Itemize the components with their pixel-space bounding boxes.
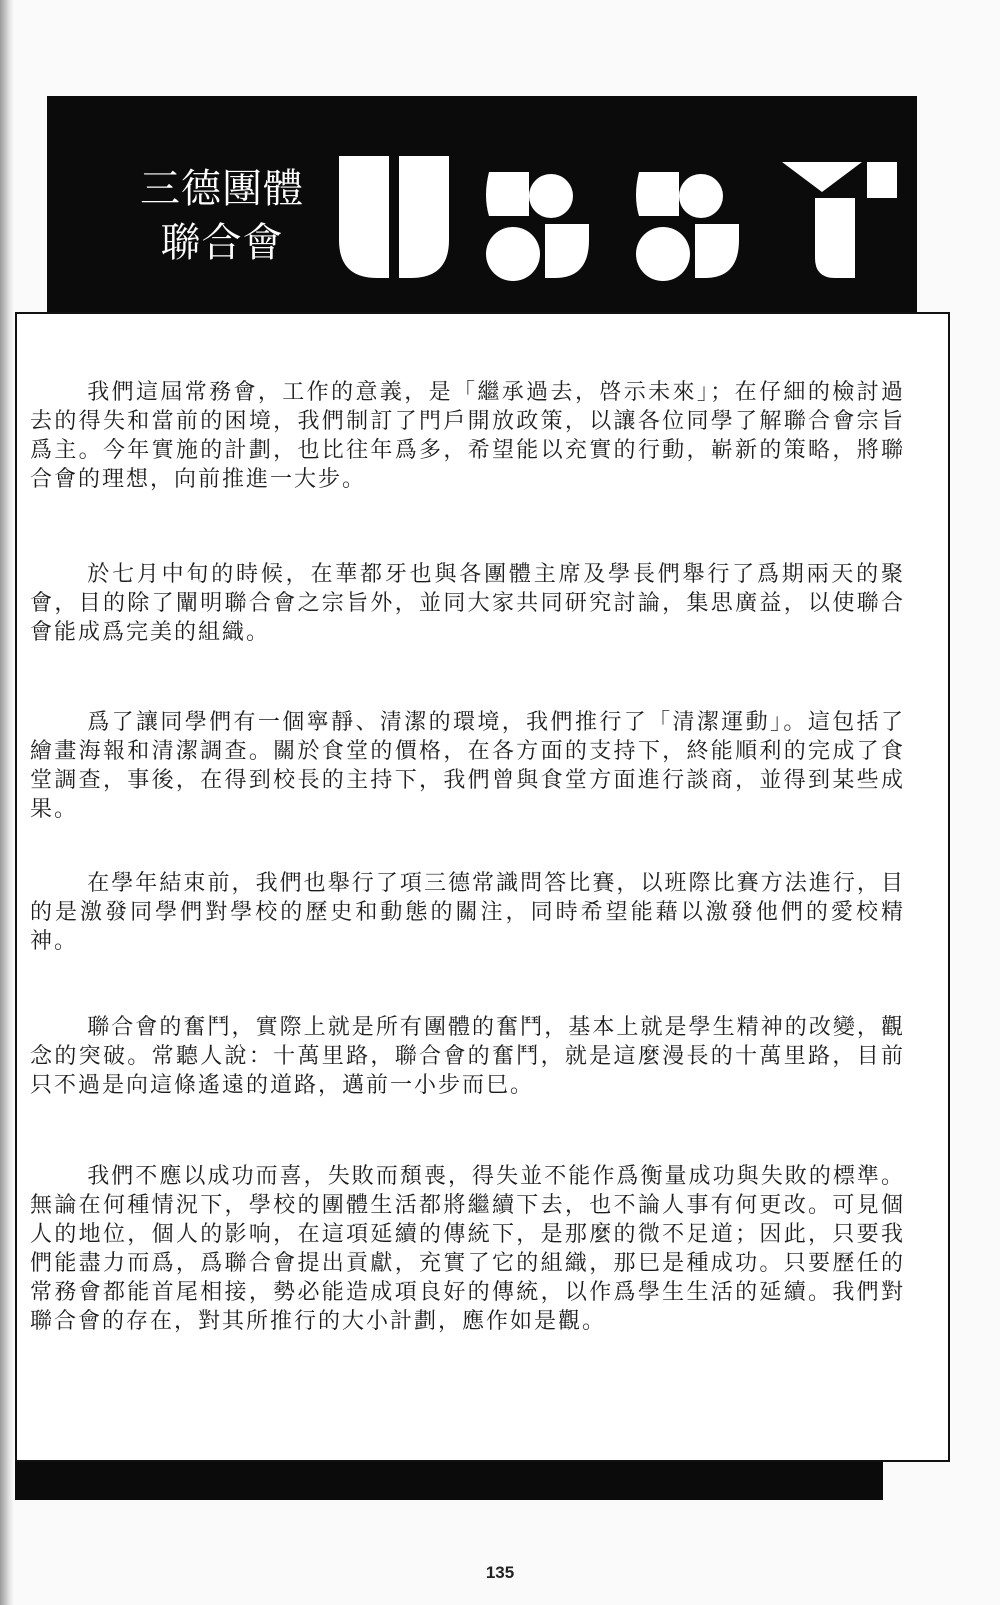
title-line-1: 三德團體	[140, 166, 304, 212]
paragraph-1: 我們這屆常務會，工作的意義，是「繼承過去，啓示未來」；在仔細的檢討過去的得失和當前的困境，我們制訂了門戶開放政策，以讓各位同學了解聯合會宗旨爲主。今年實施的計劃，也比往年爲多，希望能以充實的行動，嶄新的策略，將聯合會的理想，向前推進一大步。	[30, 380, 905, 492]
page-edge-shadow	[0, 0, 14, 1605]
paragraph-4: 在學年結束前，我們也舉行了項三德常識問答比賽，以班際比賽方法進行，目的是激發同學們對學校的歷史和動態的關注，同時希望能藉以激發他們的愛校精神。	[30, 871, 905, 954]
paragraph-6: 我們不應以成功而喜，失敗而頹喪，得失並不能作爲衡量成功與失敗的標準。無論在何種情況下，學校的團體生活都將繼續下去，也不論人事有何更改。可見個人的地位，個人的影响，在這項延續的傳統下，是那麼的微不足道；因此，只要我們能盡力而爲，爲聯合會提出貢獻，充實了它的組織，那巳是種成功。只要歷任的常務會都能首尾相接，勢必能造成項良好的傳統，以作爲學生生活的延續。我們對聯合會的存在，對其所推行的大小計劃，應作如是觀。	[30, 1164, 905, 1334]
logo-letter-u	[339, 156, 449, 278]
paragraph-5: 聯合會的奮鬥，實際上就是所有團體的奮鬥，基本上就是學生精神的改變，觀念的突破。常聽人說：十萬里路，聯合會的奮鬥，就是這麼漫長的十萬里路，目前只不過是向這條遙遠的道路，邁前一小步而巳。	[30, 1015, 905, 1098]
header-banner	[47, 96, 917, 328]
paragraph-3: 爲了讓同學們有一個寧靜、清潔的環境，我們推行了「清潔運動」。這包括了繪畫海報和清潔調查。關於食堂的價格，在各方面的支持下，終能順利的完成了食堂調查，事後，在得到校長的主持下，我們曾與食堂方面進行談商，並得到某些成果。	[30, 710, 905, 822]
logo-letter-s1	[486, 172, 589, 281]
logo-letter-s2	[636, 172, 739, 281]
usst-logo	[337, 152, 917, 282]
title-line-2: 聯合會	[160, 220, 284, 266]
paragraph-2: 於七月中旬的時候，在華都牙也與各團體主席及學長們舉行了爲期兩天的聚會，目的除了闡明聯合會之宗旨外，並同大家共同研究討論，集思廣益，以使聯合會能成爲完美的組織。	[30, 562, 905, 645]
logo-letter-t	[782, 162, 897, 278]
organization-title	[122, 162, 322, 270]
page-number: 135	[485, 1563, 515, 1582]
bottom-shadow-band	[15, 1462, 883, 1500]
